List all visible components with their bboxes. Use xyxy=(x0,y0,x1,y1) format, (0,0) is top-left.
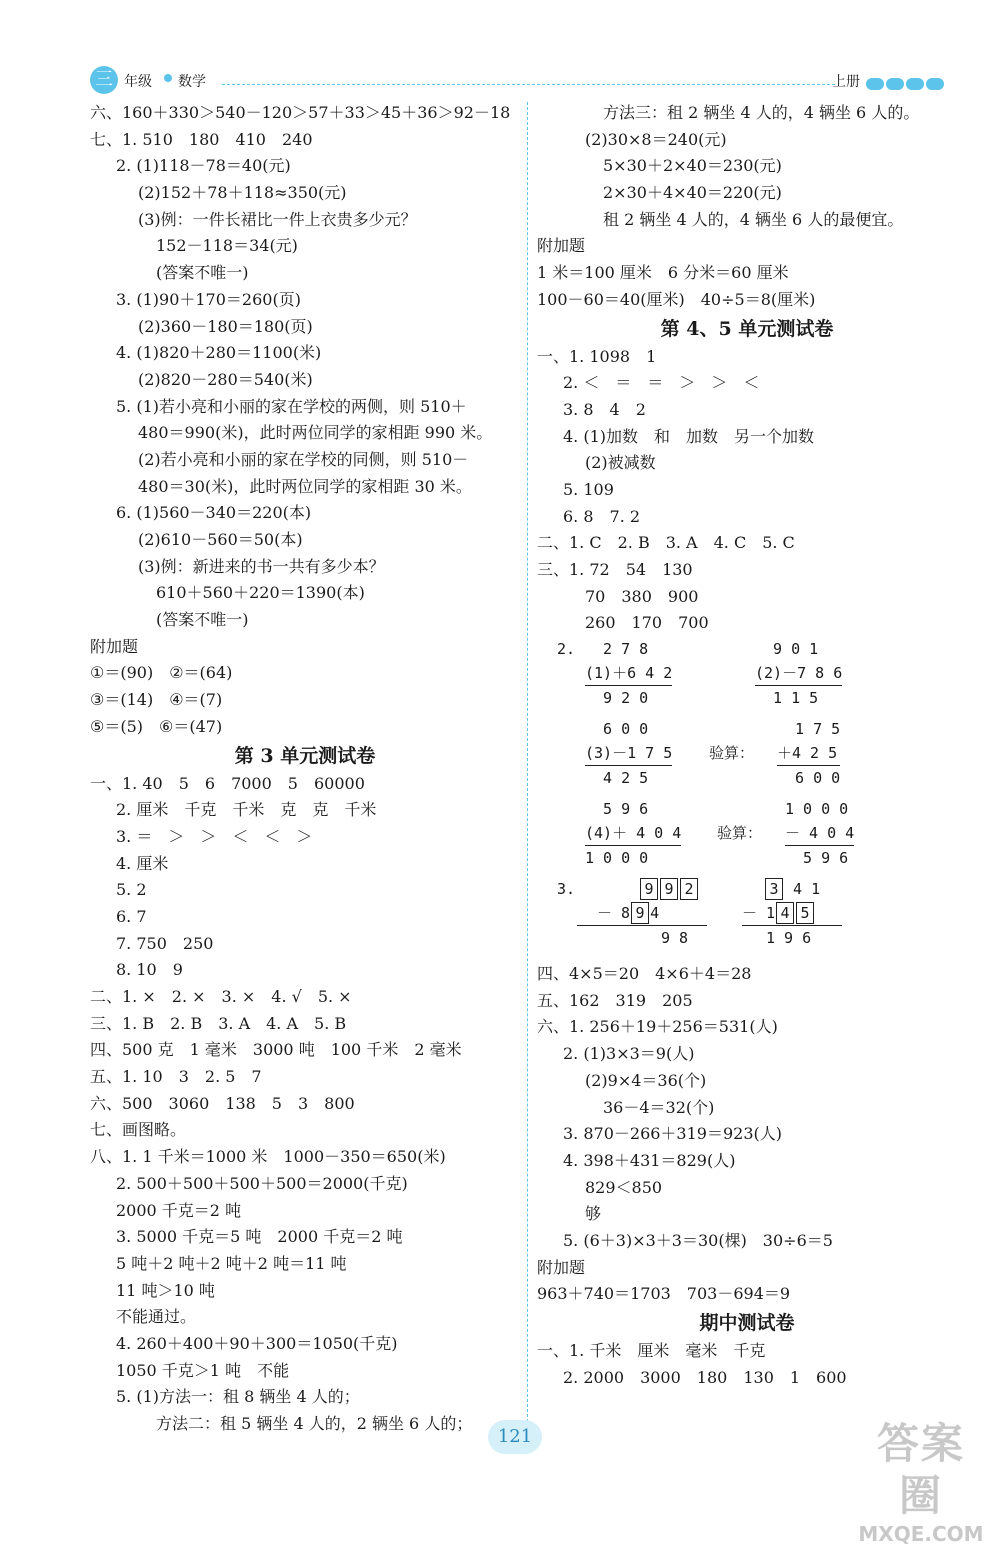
answer-line: 租 2 辆坐 4 人的，4 辆坐 6 人的最便宜。 xyxy=(603,209,904,229)
verification-calculation: 1 7 5 ＋4 2 5 6 0 0 xyxy=(777,717,840,790)
verification-label: 验算： xyxy=(717,824,763,843)
column-divider xyxy=(527,102,528,1432)
answer-line: 3. 870－266＋319＝923(人) xyxy=(563,1124,782,1144)
answer-line: (2)152＋78＋118≈350(元) xyxy=(138,183,347,203)
answer-line: 一、1. 1098 1 xyxy=(537,346,657,366)
answer-line: (3)例：一件长裙比一件上衣贵多少元？ xyxy=(138,209,417,229)
answer-line: (2)360－180＝180(页) xyxy=(138,316,313,336)
answer-line: 6. 7 xyxy=(116,906,147,926)
answer-line: 一、1. 40 5 6 7000 5 60000 xyxy=(90,773,365,793)
answer-line: (答案不唯一) xyxy=(156,610,249,630)
answer-line: 二、1. C 2. B 3. A 4. C 5. C xyxy=(537,533,795,553)
section-heading: 期中测试卷 xyxy=(699,1312,795,1334)
left-column xyxy=(90,100,520,1438)
answer-line: 963＋740＝1703 703－694＝9 xyxy=(537,1284,791,1304)
page-number: 121 xyxy=(488,1420,542,1454)
vertical-calculation-row xyxy=(537,797,957,877)
vertical-calculation: 2 7 8 (1)＋6 4 2 9 2 0 xyxy=(585,637,672,710)
answer-line: 610＋560＋220＝1390(本) xyxy=(156,583,365,603)
volume-label: 上册 xyxy=(832,74,860,90)
verification-calculation: 1 0 0 0 － 4 0 4 5 9 6 xyxy=(785,797,854,870)
answer-line: 5. 2 xyxy=(116,880,147,900)
answer-line: 2000 千克＝2 吨 xyxy=(116,1200,242,1220)
extra-question-label: 附加题 xyxy=(537,236,586,256)
answer-line: (2)若小亮和小丽的家在学校的同侧，则 510－ xyxy=(138,449,469,469)
answer-line: 2. 2000 3000 180 130 1 600 xyxy=(563,1367,847,1387)
answer-line: ①＝(90) ②＝(64) xyxy=(90,663,233,683)
extra-question-label: 附加题 xyxy=(90,636,139,656)
answer-line: 4. (1)加数 和 加数 另一个加数 xyxy=(563,426,815,446)
answer-line: ⑤＝(5) ⑥＝(47) xyxy=(90,716,223,736)
answer-line: 3. 5000 千克＝5 吨 2000 千克＝2 吨 xyxy=(116,1227,403,1247)
answer-line: 3. 8 4 2 xyxy=(563,399,646,419)
answer-line: (2)30×8＝240(元) xyxy=(585,129,727,149)
question-number: 2. xyxy=(557,640,576,659)
answer-line: 七、画图略。 xyxy=(90,1120,187,1140)
answer-line: 六、160＋330＞540－120＞57＋33＞45＋36＞92－18 xyxy=(90,103,511,122)
dot-icon xyxy=(164,74,172,82)
answer-line: 5. (6＋3)×3＋3＝30(棵) 30÷6＝5 xyxy=(563,1230,833,1250)
answer-line: 1 米＝100 厘米 6 分米＝60 厘米 xyxy=(537,263,789,283)
answer-line: 4. 398＋431＝829(人) xyxy=(563,1150,736,1170)
answer-line: 不能通过。 xyxy=(116,1307,197,1327)
vertical-calculation: 6 0 0 (3)－1 7 5 4 2 5 xyxy=(585,717,672,790)
digit-box-calculation: 9 9 2 － 8 9 4 9 8 xyxy=(577,877,707,950)
subject-label: 数学 xyxy=(178,74,206,90)
answer-line: 六、500 3060 138 5 3 800 xyxy=(90,1093,355,1113)
answer-line: 5. 109 xyxy=(563,479,614,499)
answer-line: 三、1. 72 54 130 xyxy=(537,560,693,579)
verification-label: 验算： xyxy=(709,744,755,763)
answer-line: 7. 750 250 xyxy=(116,933,214,953)
answer-line: 3. (1)90＋170＝260(页) xyxy=(116,289,301,309)
digit-box-calculation: 3 4 1 － 1 4 5 1 9 6 xyxy=(742,877,842,950)
section-heading: 第 4、5 单元测试卷 xyxy=(660,317,834,340)
answer-line: 三、1. B 2. B 3. A 4. A 5. B xyxy=(90,1013,347,1033)
answer-line: (2)9×4＝36(个) xyxy=(585,1070,707,1090)
answer-line: 6. (1)560－340＝220(本) xyxy=(116,503,312,523)
answer-line: 五、1. 10 3 2. 5 7 xyxy=(90,1067,262,1087)
header-divider xyxy=(222,84,835,85)
answer-line: 3. ＝ ＞ ＞ ＜ ＜ ＞ xyxy=(116,826,313,846)
answer-line: 5. (1)若小亮和小丽的家在学校的两侧，则 510＋ xyxy=(116,396,467,416)
answer-line: (2)610－560＝50(本) xyxy=(138,530,303,549)
answer-line: 五、162 319 205 xyxy=(537,990,693,1010)
right-column xyxy=(537,100,957,1391)
vertical-calculation-row xyxy=(537,637,957,717)
answer-line: 2. (1)118－78＝40(元) xyxy=(116,156,291,176)
answer-line: 方法三：租 2 辆坐 4 人的，4 辆坐 6 人的。 xyxy=(603,103,920,122)
question-number: 3. xyxy=(557,880,576,899)
answer-line: 方法二：租 5 辆坐 4 人的，2 辆坐 6 人的； xyxy=(156,1414,473,1433)
answer-line: 8. 10 9 xyxy=(116,960,183,980)
answer-line: 829＜850 xyxy=(585,1177,663,1197)
answer-line: 2. ＜ ＝ ＝ ＞ ＞ ＜ xyxy=(563,373,760,393)
answer-line: 70 380 900 xyxy=(585,586,699,606)
answer-line: (2)820－280＝540(米) xyxy=(138,369,313,389)
answer-line: 2×30＋4×40＝220(元) xyxy=(603,183,782,203)
grade-badge: 三 xyxy=(90,66,118,94)
grade-label: 年级 xyxy=(124,74,152,90)
answer-line: 2. (1)3×3＝9(人) xyxy=(563,1044,695,1064)
answer-line: (2)被减数 xyxy=(585,453,656,473)
answer-line: ③＝(14) ④＝(7) xyxy=(90,690,223,710)
answer-line: 4. (1)820＋280＝1100(米) xyxy=(116,343,322,363)
vertical-calculation-row xyxy=(537,717,957,797)
answer-line: 2. 厘米 千克 千米 克 克 千米 xyxy=(116,800,377,820)
answer-line: 七、1. 510 180 410 240 xyxy=(90,129,313,149)
answer-line: 六、1. 256＋19＋256＝531(人) xyxy=(537,1017,778,1037)
answer-line: 480＝30(米)，此时两位同学的家相距 30 米。 xyxy=(138,476,472,496)
vertical-calculation: 9 0 1 (2)－7 8 6 1 1 5 xyxy=(755,637,842,710)
digit-box-row xyxy=(537,877,957,961)
answer-line: 八、1. 1 千米＝1000 米 1000－350＝650(米) xyxy=(90,1147,446,1167)
answer-line: (3)例：新进来的书一共有多少本？ xyxy=(138,556,385,576)
answer-line: 6. 8 7. 2 xyxy=(563,506,641,526)
answer-line: 480＝990(米)，此时两位同学的家相距 990 米。 xyxy=(138,423,493,443)
answer-line: 四、500 克 1 毫米 3000 吨 100 千米 2 毫米 xyxy=(90,1040,462,1060)
answer-line: 4. 厘米 xyxy=(116,853,169,873)
answer-line: 5 吨＋2 吨＋2 吨＋2 吨＝11 吨 xyxy=(116,1253,347,1273)
answer-line: 2. 500＋500＋500＋500＝2000(千克) xyxy=(116,1173,408,1193)
answer-line: 100－60＝40(厘米) 40÷5＝8(厘米) xyxy=(537,289,816,309)
decorative-ovals-icon xyxy=(866,75,950,87)
extra-question-label: 附加题 xyxy=(537,1257,586,1277)
answer-line: 11 吨＞10 吨 xyxy=(116,1280,215,1300)
answer-line: 260 170 700 xyxy=(585,613,709,633)
vertical-calculation: 5 9 6 (4)＋ 4 0 4 1 0 0 0 xyxy=(585,797,681,870)
section-heading: 第 3 单元测试卷 xyxy=(234,744,376,767)
page-header xyxy=(90,66,950,96)
answer-line: (答案不唯一) xyxy=(156,263,249,283)
answer-line: 二、1. × 2. × 3. × 4. √ 5. × xyxy=(90,987,352,1006)
answer-line: 5×30＋2×40＝230(元) xyxy=(603,156,782,176)
answer-line: 152－118＝34(元) xyxy=(156,236,298,256)
answer-line: 1050 千克＞1 吨 不能 xyxy=(116,1360,290,1380)
answer-line: 5. (1)方法一：租 8 辆坐 4 人的； xyxy=(116,1387,360,1407)
answer-line: 四、4×5＝20 4×6＋4＝28 xyxy=(537,964,752,984)
answer-line: 36－4＝32(个) xyxy=(603,1097,715,1117)
answer-line: 4. 260＋400＋90＋300＝1050(千克) xyxy=(116,1333,398,1353)
answer-line: 一、1. 千米 厘米 毫米 千克 xyxy=(537,1341,766,1360)
watermark-logo: 答案圈 MXQE.COM xyxy=(858,1419,984,1546)
answer-line: 够 xyxy=(585,1204,602,1224)
